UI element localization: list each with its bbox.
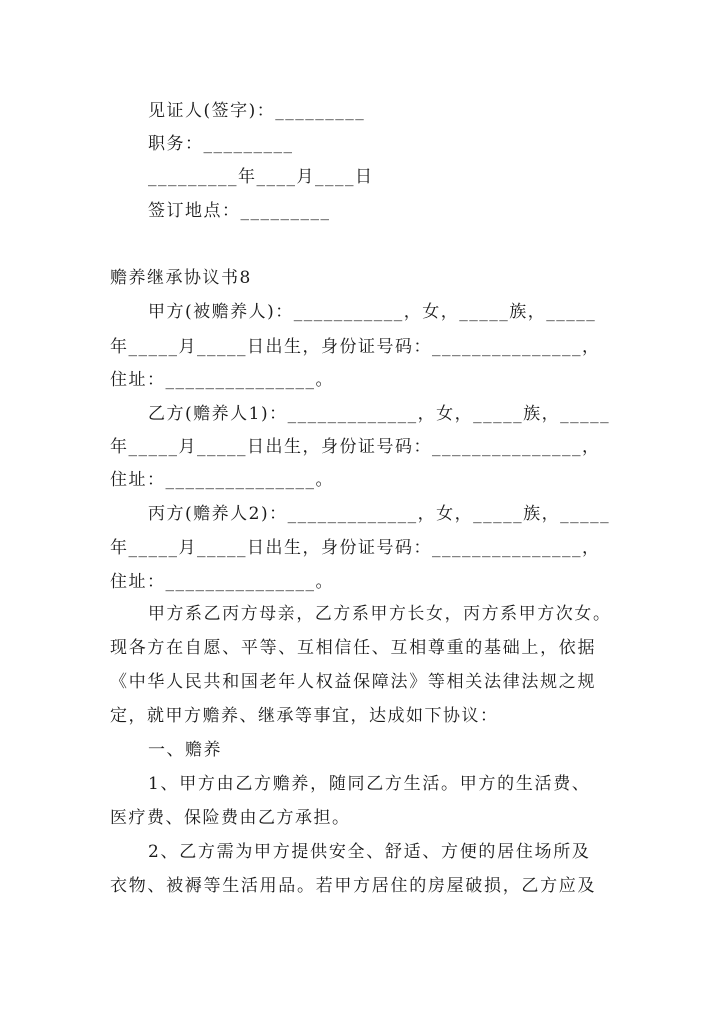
clause-heading: 一、赡养 [148,740,222,760]
party-c-line-2: 年_____月_____日出生，身份证号码：_______________， [110,538,601,558]
clause-1-line-2: 医疗费、保险费由乙方承担。 [110,808,351,828]
party-b-line-2: 年_____月_____日出生，身份证号码：_______________， [110,437,601,457]
witness-signature-line: 见证人(签字)：_________ [148,101,366,121]
party-a-line-3: 住址：_______________。 [110,370,334,390]
party-a-line-2: 年_____月_____日出生，身份证号码：_______________， [110,337,601,357]
witness-position-line: 职务：_________ [148,134,294,154]
signing-place-line: 签订地点：_________ [148,201,331,221]
intro-line-2: 现各方在自愿、平等、互相信任、互相尊重的基础上，依据 [110,638,597,658]
party-b-line-1: 乙方(赡养人1)：_____________，女，_____族，_____ [148,404,611,424]
intro-line-3: 《中华人民共和国老年人权益保障法》等相关法律法规之规 [110,672,597,692]
intro-line-4: 定，就甲方赡养、继承等事宜，达成如下协议： [110,706,499,726]
clause-1-line-1: 1、甲方由乙方赡养，随同乙方生活。甲方的生活费、 [148,774,591,794]
party-b-line-3: 住址：_______________。 [110,470,334,490]
intro-line-1: 甲方系乙丙方母亲，乙方系甲方长女，丙方系甲方次女。 [148,604,612,624]
party-c-line-1: 丙方(赡养人2)：_____________，女，_____族，_____ [148,504,611,524]
clause-2-line-1: 2、乙方需为甲方提供安全、舒适、方便的居住场所及 [148,842,591,862]
party-a-line-1: 甲方(被赡养人)：___________，女，_____族，_____ [148,302,597,322]
party-c-line-3: 住址：_______________。 [110,572,334,592]
witness-date-line: _________年____月____日 [148,167,374,187]
section-title: 赡养继承协议书8 [110,268,252,288]
clause-2-line-2: 衣物、被褥等生活用品。若甲方居住的房屋破损，乙方应及 [110,876,597,896]
